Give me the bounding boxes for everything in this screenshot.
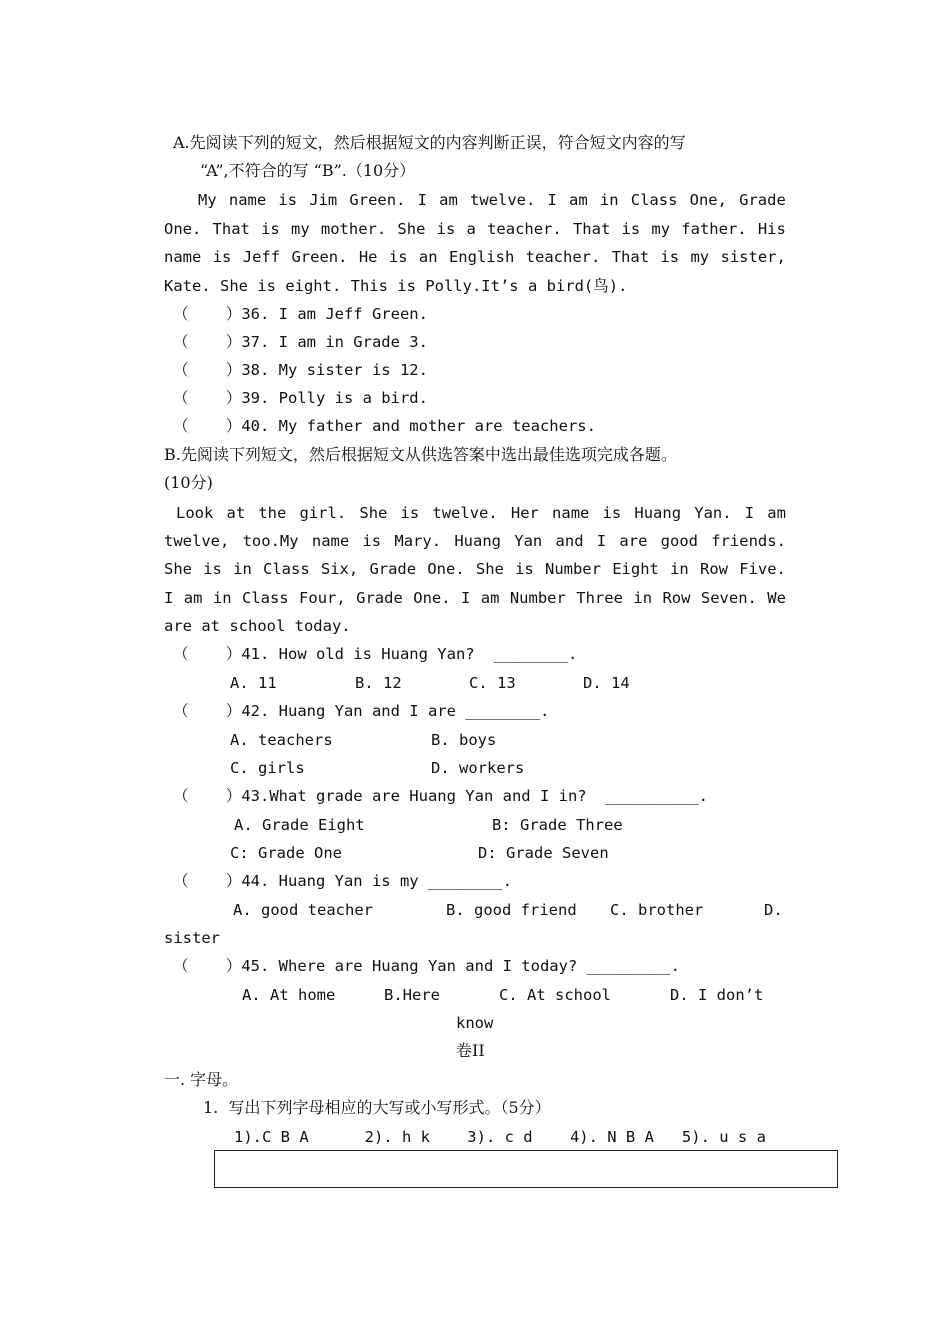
passage-line: are at school today. bbox=[164, 617, 351, 635]
q41-option-d: D. 14 bbox=[583, 674, 630, 692]
passage-word: too.My bbox=[242, 532, 299, 550]
passage-word: a bbox=[466, 220, 476, 238]
passage-word: is bbox=[436, 220, 456, 238]
passage-word: She bbox=[164, 560, 192, 578]
passage-word: and bbox=[555, 532, 584, 550]
passage-word: name bbox=[164, 248, 202, 266]
passage-word: friends. bbox=[711, 532, 786, 550]
section-b-instruction: B.先阅读下列短文，然后根据短文从供选答案中选出最佳选项完成各题。 bbox=[164, 445, 677, 464]
passage-word: I bbox=[547, 191, 557, 209]
q44-option-c: C. brother bbox=[610, 901, 704, 919]
passage-word: Seven. bbox=[700, 589, 757, 607]
passage-word: That bbox=[212, 220, 250, 238]
passage-word: is bbox=[362, 532, 382, 550]
passage-word: name bbox=[228, 191, 267, 209]
passage-word: an bbox=[418, 248, 438, 266]
passage-word: is bbox=[660, 248, 680, 266]
passage-word: Class bbox=[263, 560, 310, 578]
passage-word: good bbox=[660, 532, 698, 550]
passage-word: my bbox=[290, 220, 310, 238]
q43-option-b: B: Grade Three bbox=[492, 816, 623, 834]
passage-word: sister, bbox=[720, 248, 786, 266]
passage-word: girl. bbox=[299, 504, 347, 522]
passage-word: One. bbox=[427, 560, 465, 578]
passage-line bbox=[164, 219, 786, 239]
passage-word: Look bbox=[176, 504, 214, 522]
passage-word: One, bbox=[689, 191, 727, 209]
q41-option-a: A. 11 bbox=[230, 674, 277, 692]
q41-option-b: B. 12 bbox=[355, 674, 402, 692]
passage-word: in bbox=[233, 560, 252, 578]
section-a-instruction: A.先阅读下列的短文，然后根据短文的内容判断正误，符合短文内容的写 bbox=[173, 133, 686, 152]
passage-line bbox=[164, 559, 786, 579]
passage-word: Number bbox=[544, 560, 601, 578]
passage-word: the bbox=[258, 504, 287, 522]
passage-word: That bbox=[611, 248, 650, 266]
passage-word: name bbox=[311, 532, 350, 550]
passage-word: is bbox=[388, 248, 408, 266]
passage-word: We bbox=[767, 589, 786, 607]
passage-word: Class bbox=[241, 589, 289, 607]
passage-word: I bbox=[744, 504, 755, 522]
passage-line bbox=[164, 531, 786, 551]
question-38: （ ）38. My sister is 12. bbox=[173, 361, 428, 379]
passage-word: One. bbox=[164, 220, 202, 238]
passage-word: name bbox=[552, 504, 590, 522]
passage-word: am bbox=[183, 589, 203, 607]
passage-word: is bbox=[212, 248, 232, 266]
passage-word: Grade bbox=[739, 191, 786, 209]
q42-option-a: A. teachers bbox=[230, 731, 333, 749]
passage-word: am bbox=[767, 504, 786, 522]
passage-word: Eight bbox=[612, 560, 659, 578]
letters-list: 1).C B A 2). h k 3). c d 4). N B A 5). u s a bbox=[234, 1128, 766, 1146]
passage-word: am bbox=[569, 191, 588, 209]
question-41: （ ）41. How old is Huang Yan? ________. bbox=[173, 645, 578, 663]
passage-word: are bbox=[619, 532, 648, 550]
q41-option-c: C. 13 bbox=[469, 674, 516, 692]
passage-word: my bbox=[690, 248, 710, 266]
passage-word: father. bbox=[681, 220, 747, 238]
passage-word: Yan. bbox=[694, 504, 732, 522]
passage-word: is bbox=[203, 560, 222, 578]
passage-word: twelve, bbox=[164, 532, 230, 550]
passage-word: I bbox=[417, 191, 427, 209]
passage-word: She bbox=[359, 504, 388, 522]
passage-word: in bbox=[670, 560, 689, 578]
passage-word: Jim bbox=[309, 191, 338, 209]
passage-word: Four, bbox=[299, 589, 346, 607]
question-45: （ ）45. Where are Huang Yan and I today? _________. bbox=[173, 957, 680, 975]
section-b-instruction-cont: (10分) bbox=[164, 473, 213, 492]
letters-question: 1. 写出下列字母相应的大写或小写形式。（5分） bbox=[203, 1098, 551, 1117]
passage-word: is bbox=[261, 220, 280, 238]
passage-word: He bbox=[358, 248, 378, 266]
q45-option-c: C. At school bbox=[499, 986, 611, 1004]
passage-word: Number bbox=[509, 589, 566, 607]
passage-word: mother. bbox=[320, 220, 387, 238]
passage-word: is bbox=[400, 504, 420, 522]
q44-option-d: D. bbox=[764, 901, 783, 919]
passage-word: Row bbox=[699, 560, 728, 578]
passage-word: my bbox=[651, 220, 671, 238]
passage-line bbox=[164, 247, 786, 267]
q42-option-b: B. boys bbox=[431, 731, 497, 749]
passage-word: English bbox=[448, 248, 515, 266]
passage-word: in bbox=[212, 589, 232, 607]
q45-option-a: A. At home bbox=[242, 986, 336, 1004]
passage-word: Class bbox=[630, 191, 678, 209]
passage-word: Grade bbox=[356, 589, 403, 607]
passage-word: One. bbox=[413, 589, 451, 607]
q44-option-d-wrap: sister bbox=[164, 929, 220, 947]
passage-line: Kate. She is eight. This is Polly.It’s a bird(鸟). bbox=[164, 277, 628, 295]
section-a-instruction-cont: “A”,不符合的写 “B”.（10分） bbox=[200, 161, 416, 180]
passage-word: am bbox=[480, 589, 500, 607]
question-37: （ ）37. I am in Grade 3. bbox=[173, 333, 428, 351]
passage-word: is bbox=[278, 191, 298, 209]
q42-option-d: D. workers bbox=[431, 759, 525, 777]
passage-line bbox=[176, 503, 786, 523]
q44-option-a: A. good teacher bbox=[233, 901, 373, 919]
answer-box[interactable] bbox=[214, 1150, 838, 1188]
question-36: （ ）36. I am Jeff Green. bbox=[173, 305, 428, 323]
q45-option-d-wrap: know bbox=[456, 1014, 494, 1032]
passage-word: That bbox=[572, 220, 611, 238]
question-39: （ ）39. Polly is a bird. bbox=[173, 389, 428, 407]
passage-word: Mary. bbox=[394, 532, 442, 550]
passage-word: in bbox=[633, 589, 653, 607]
passage-word: I bbox=[460, 589, 471, 607]
passage-word: I bbox=[596, 532, 607, 550]
part-heading: 一. 字母。 bbox=[164, 1070, 239, 1089]
q42-option-c: C. girls bbox=[230, 759, 305, 777]
question-44: （ ）44. Huang Yan is my ________. bbox=[173, 872, 512, 890]
passage-word: in bbox=[599, 191, 619, 209]
passage-word: twelve. bbox=[432, 504, 498, 522]
passage-word: am bbox=[439, 191, 458, 209]
q43-option-d: D: Grade Seven bbox=[478, 844, 609, 862]
passage-word: My bbox=[198, 191, 217, 209]
passage-word: Row bbox=[662, 589, 691, 607]
passage-word: teacher. bbox=[487, 220, 562, 238]
question-43: （ ）43.What grade are Huang Yan and I in? __________. bbox=[173, 787, 708, 805]
passage-word: Grade bbox=[369, 560, 417, 578]
question-42: （ ）42. Huang Yan and I are ________. bbox=[173, 702, 550, 720]
passage-word: is bbox=[621, 220, 641, 238]
q43-option-a: A. Grade Eight bbox=[234, 816, 365, 834]
passage-word: She bbox=[397, 220, 426, 238]
passage-line bbox=[198, 190, 786, 210]
passage-word: at bbox=[226, 504, 246, 522]
passage-word: Six, bbox=[320, 560, 359, 578]
passage-word: twelve. bbox=[470, 191, 536, 209]
q44-option-b: B. good friend bbox=[446, 901, 577, 919]
q43-option-c: C: Grade One bbox=[230, 844, 342, 862]
question-40: （ ）40. My father and mother are teachers. bbox=[173, 417, 596, 435]
passage-word: Yan bbox=[514, 532, 543, 550]
passage-word: Green. bbox=[291, 248, 348, 266]
passage-word: She bbox=[475, 560, 504, 578]
passage-word: Jeff bbox=[242, 248, 281, 266]
passage-line bbox=[164, 588, 786, 608]
passage-word: teacher. bbox=[525, 248, 601, 266]
q45-option-b: B.Here bbox=[384, 986, 440, 1004]
passage-word: His bbox=[757, 220, 786, 238]
passage-word: Huang bbox=[634, 504, 682, 522]
passage-word: Green. bbox=[349, 191, 406, 209]
passage-word: is bbox=[602, 504, 622, 522]
passage-word: I bbox=[164, 589, 174, 607]
passage-word: Huang bbox=[454, 532, 501, 550]
passage-word: is bbox=[515, 560, 534, 578]
passage-word: Five. bbox=[739, 560, 786, 578]
q45-option-d: D. I don’t bbox=[670, 986, 764, 1004]
passage-word: Three bbox=[576, 589, 623, 607]
passage-word: Her bbox=[510, 504, 539, 522]
volume-title: 卷II bbox=[456, 1041, 485, 1060]
